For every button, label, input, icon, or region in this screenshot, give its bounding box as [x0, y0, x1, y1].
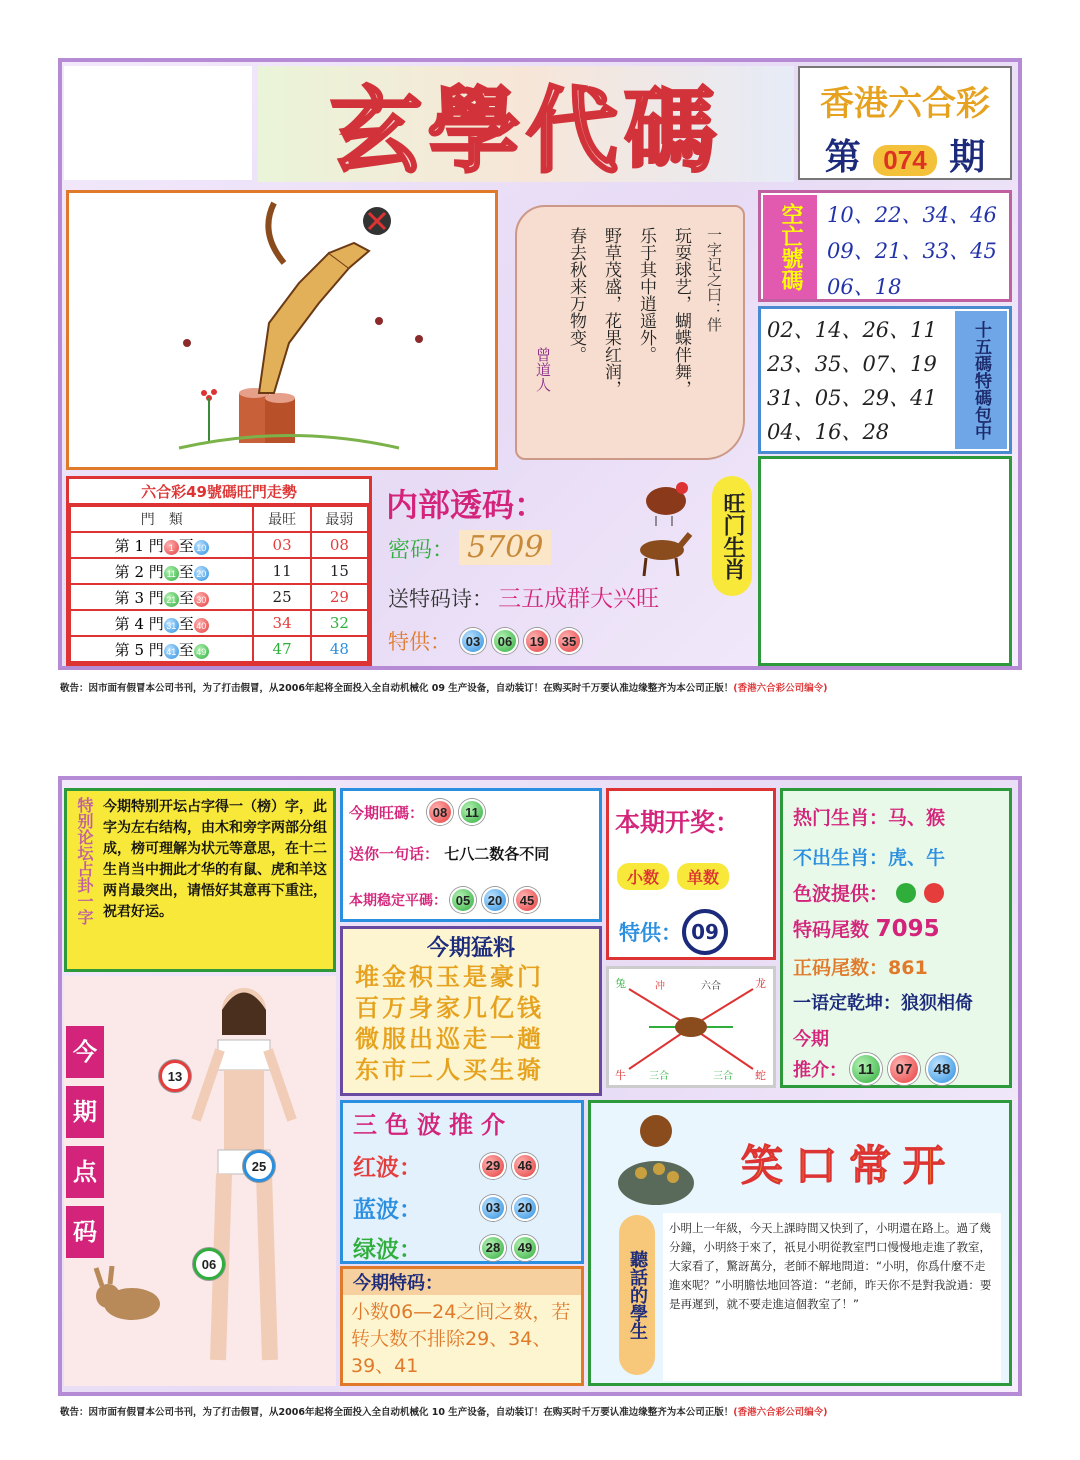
poem-heading: 一字记之曰：伴: [705, 227, 723, 332]
notice-top: 敬告：因市面有假冒本公司书刊，为了打击假冒，从2006年起将全面投入全自动机械化 09 生产设备，自动装订！在购买时千万要认准边缘整齐为本公司正版！(香港六合彩公司编令): [60, 683, 828, 694]
title-banner: [258, 66, 794, 185]
colorwave-row-blue: 蓝波： 03 20: [353, 1191, 541, 1224]
saying-value: 七八二数各不同: [444, 845, 550, 863]
wang-ball: 11: [459, 799, 485, 825]
hot-line-5: 正码尾数：861: [793, 957, 928, 979]
ping-line: [349, 887, 543, 913]
fifteen-row-4: 04、16、28: [767, 420, 890, 444]
trend-col-cold: 最弱: [311, 506, 368, 532]
poem-line-3: 野草茂盛，花果红润，: [601, 227, 621, 397]
code-line: [388, 530, 551, 565]
points-char-3: 点: [66, 1146, 104, 1198]
fifteen-row-3: 31、05、29、41: [767, 386, 937, 410]
recommend-ball: 11: [850, 1053, 882, 1085]
menglia-line-2: 百万身家几亿钱: [355, 994, 544, 1022]
trend-col-gate: 門 類: [70, 506, 253, 532]
svg-text:三合: 三合: [649, 1071, 669, 1082]
kongwang-row-2: 09、21、33、45: [827, 239, 997, 263]
hot-cell: 11: [253, 558, 310, 584]
ping-ball: 05: [450, 887, 476, 913]
gate-cell: 第 3 門 21 至 30: [70, 584, 253, 610]
hot-line-6: 一语定乾坤：狼狈相倚: [793, 993, 973, 1014]
recommend-ball: 07: [888, 1053, 920, 1085]
points-char-2: 期: [66, 1086, 104, 1138]
hot-box: [780, 788, 1012, 1088]
green-dot-icon: [896, 883, 916, 903]
today-box: [340, 788, 602, 922]
colorwave-row-green: 绿波： 28 49: [353, 1231, 541, 1264]
coin-bag-icon: [611, 1107, 701, 1207]
recommend-line: [793, 1053, 961, 1085]
points-labels: [66, 1026, 104, 1258]
poem-line: [388, 580, 659, 613]
colorwave-title: 三色波推介: [353, 1111, 513, 1139]
draw-tag-1: 小数: [617, 863, 669, 890]
kongwang-rows: [827, 197, 997, 305]
hot-cell: 25: [253, 584, 310, 610]
rabbit-icon: [88, 1266, 168, 1326]
draw-special-label: 特供：: [619, 921, 682, 945]
cold-cell: 29: [311, 584, 368, 610]
poem-value: 三五成群大兴旺: [498, 586, 660, 612]
recommend-label-2: 推介：: [793, 1060, 847, 1081]
svg-text:蛇: 蛇: [755, 1069, 766, 1082]
points-ball-1: 13: [159, 1060, 191, 1092]
poem-scroll: [515, 205, 745, 460]
poem-line-4: 春去秋来万物变。: [566, 227, 586, 363]
hot-line-2: 不出生肖：虎、牛: [793, 847, 946, 869]
cold-cell: 48: [311, 636, 368, 662]
kongwang-label: 空亡號碼: [763, 195, 817, 299]
model-figure: [174, 980, 324, 1380]
cold-cell: 08: [311, 532, 368, 558]
points-char-4: 码: [66, 1206, 104, 1258]
hot-line-1: 热门生肖：马、猴: [793, 807, 946, 829]
ping-ball: 20: [482, 887, 508, 913]
code-value: 5709: [459, 530, 551, 565]
hot-line-4: 特码尾数 7095: [793, 916, 940, 942]
draw-special-ball: 09: [682, 909, 728, 955]
forum-box: [64, 788, 336, 972]
hot-line-3: 色波提供：: [793, 879, 944, 906]
compass-box: [606, 966, 776, 1088]
page-title: 玄學代碼: [329, 77, 722, 185]
wangmen-label: 旺门生肖: [712, 476, 752, 596]
draw-tags: [617, 863, 729, 890]
rooster-icon: [636, 476, 696, 526]
kongwang-row-1: 10、22、34、46: [827, 203, 997, 227]
svg-text:龙: 龙: [755, 977, 766, 990]
ping-ball: 45: [514, 887, 540, 913]
menglia-box: [340, 926, 602, 1096]
draw-tag-2: 单数: [677, 863, 729, 890]
table-row: [70, 558, 368, 584]
tema-text: 小数06—24之间之数，若转大数不排除29、34、39、41: [351, 1301, 571, 1377]
blank-photo-box: [64, 66, 252, 180]
gate-cell: 第 5 門 41 至 49: [70, 636, 253, 662]
issue-line: [800, 129, 1010, 180]
menglia-line-3: 微服出巡走一趟: [355, 1025, 544, 1053]
hot-cell: 03: [253, 532, 310, 558]
brand-box: [798, 66, 1012, 180]
horse-illustration: [66, 190, 498, 470]
kongwang-row-3: 06、18: [827, 275, 902, 299]
fifteen-box: [758, 306, 1012, 454]
wang-line: [349, 799, 488, 825]
tema-title: 今期特码：: [343, 1269, 581, 1295]
tema-box: [340, 1266, 584, 1386]
trend-table: [69, 505, 369, 663]
fifteen-row-1: 02、14、26、11: [767, 318, 937, 342]
trend-title: 六合彩49號碼旺門走勢: [69, 479, 369, 505]
cold-cell: 15: [311, 558, 368, 584]
menglia-line-4: 东市二人买生骑: [355, 1056, 544, 1084]
red-dot-icon: [924, 883, 944, 903]
kongwang-box: [758, 190, 1012, 302]
blank-box-right: [758, 456, 1012, 666]
wang-ball: 08: [427, 799, 453, 825]
svg-text:兔: 兔: [615, 977, 626, 990]
gate-cell: 第 4 門 31 至 40: [70, 610, 253, 636]
svg-text:牛: 牛: [615, 1069, 626, 1082]
fifteen-row-2: 23、35、07、19: [767, 352, 937, 376]
cold-cell: 32: [311, 610, 368, 636]
special-ball: 06: [492, 628, 518, 654]
joke-box: [588, 1100, 1012, 1386]
poem-line-1: 玩耍球艺，蝴蝶伴舞，: [671, 227, 691, 397]
menglia-title: 今期猛料: [426, 936, 515, 961]
special-ball: 19: [524, 628, 550, 654]
notice-bottom: 敬告：因市面有假冒本公司书刊，为了打击假冒，从2006年起将全面投入全自动机械化 10 生产设备，自动装订！在购买时千万要认准边缘整齐为本公司正版！(香港六合彩公司编令): [60, 1407, 828, 1418]
forum-text: 今期特别开坛占字得一（榜）字，此字为左右结构，由木和旁字两部分组成，榜可理解为状元等意思，在十二生肖当中拥此才华的有鼠、虎和羊这两肖最突出，请悟好其意再下重注，祝君好运。: [103, 799, 327, 920]
special-label: 特供：: [388, 630, 451, 654]
svg-text:冲: 冲: [655, 981, 665, 992]
code-label: 密码：: [388, 538, 455, 563]
forum-label: 特别论坛占卦一字: [75, 797, 94, 925]
hot-cell: 34: [253, 610, 310, 636]
fifteen-rows: [767, 313, 937, 449]
menglia-line-1: 堆金积玉是豪门: [355, 963, 544, 991]
colorwave-box: [340, 1100, 584, 1264]
inside-title: 内部透码：: [386, 486, 547, 524]
saying-line: [349, 843, 549, 864]
points-ball-2: 25: [243, 1150, 275, 1182]
horse-drawing: [69, 193, 495, 467]
wang-label: 今期旺碼：: [349, 803, 425, 822]
poem-label: 送特码诗：: [388, 587, 493, 611]
joke-side-label: 聽話的學生: [619, 1215, 655, 1375]
recommend-ball: 48: [926, 1053, 958, 1085]
points-ball-3: 06: [193, 1248, 225, 1280]
joke-title: 笑口常开: [741, 1141, 958, 1190]
poem-columns: [533, 227, 725, 437]
draw-special-line: [619, 909, 728, 955]
poem-signature: 曾道人: [534, 347, 552, 392]
issue-suffix: 期: [949, 136, 986, 178]
trend-col-hot: 最旺: [253, 506, 310, 532]
joke-text: 小明上一年級，今天上課時間又快到了，小明還在路上。過了幾分鐘，小明終于來了，祇見小明從教室門口慢慢地走進了教室，大家看了，驚訝萬分，老師不解地問道：“小明，你爲什麼不走進來呢？”小明膽怯地回答道：“老師，昨天你不是對我說過：要是再遲到，就不要走進這個教室了！”: [663, 1213, 1001, 1381]
draw-title: 本期开奖：: [615, 808, 741, 837]
saying-label: 送你一句话：: [349, 845, 440, 863]
gate-cell: 第 2 門 11 至 20: [70, 558, 253, 584]
trend-box: [66, 476, 372, 666]
menglia-lines: [343, 962, 599, 1086]
table-row: [70, 584, 368, 610]
special-line: [388, 626, 585, 656]
poem-line-2: 乐于其中逍遥外。: [636, 227, 656, 363]
recommend-label-1: 今期: [793, 1029, 829, 1050]
svg-text:三合: 三合: [713, 1071, 733, 1082]
colorwave-row-red: 红波： 29 46: [353, 1149, 541, 1182]
special-ball: 35: [556, 628, 582, 654]
gate-cell: 第 1 門 1 至 10: [70, 532, 253, 558]
issue-prefix: 第: [824, 136, 861, 178]
zodiac-compass-diagram: [609, 969, 773, 1085]
brand-name: 香港六合彩: [820, 84, 990, 124]
points-char-1: 今: [66, 1026, 104, 1078]
fifteen-label: 十五碼特碼包中: [955, 311, 1007, 449]
table-row: [70, 532, 368, 558]
points-section: [64, 976, 336, 1386]
ping-label: 本期稳定平碼：: [349, 893, 447, 909]
horse-icon: [630, 528, 694, 578]
trend-header-row: [70, 506, 368, 532]
draw-box: [606, 788, 776, 960]
special-ball: 03: [460, 628, 486, 654]
table-row: [70, 610, 368, 636]
table-row: [70, 636, 368, 662]
svg-text:六合: 六合: [701, 981, 721, 992]
issue-number: 074: [873, 145, 936, 176]
hot-cell: 47: [253, 636, 310, 662]
inside-section: [380, 476, 754, 666]
